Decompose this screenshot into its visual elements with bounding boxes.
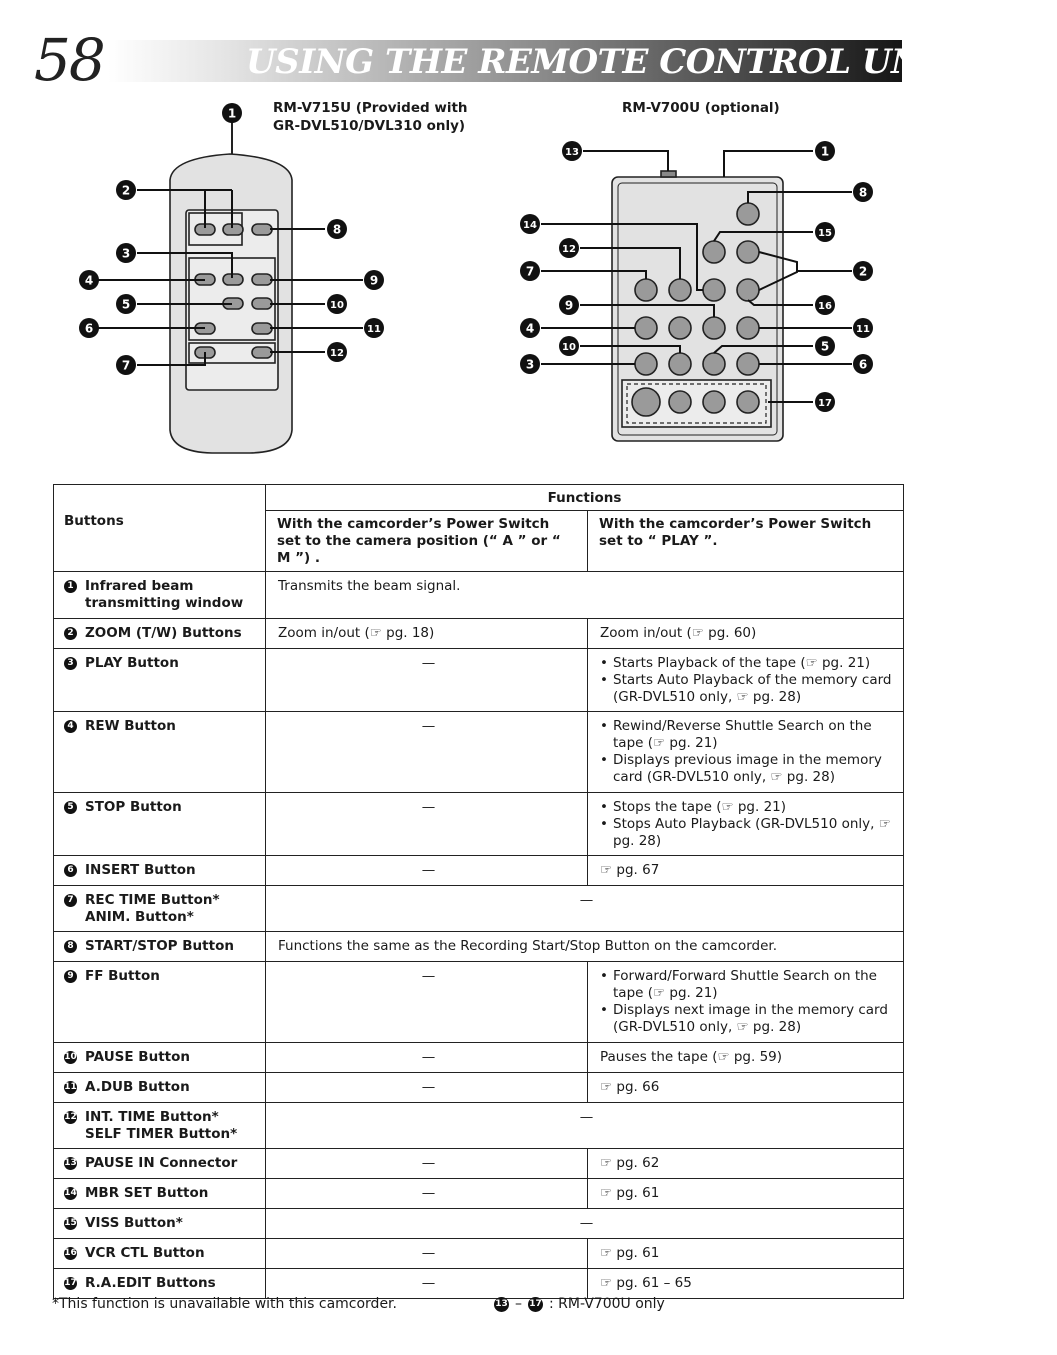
button-name-cell (54, 886, 266, 932)
callout-badge: 10 (64, 1052, 77, 1062)
button-name-line: REW Button (85, 718, 176, 734)
footnote-text: : RM-V700U only (549, 1296, 665, 1312)
button-name-line: INT. TIME Button* (85, 1109, 219, 1125)
table-row (54, 1149, 904, 1179)
callout-7-b: 7 (525, 264, 535, 279)
button-name-line: VCR CTL Button (85, 1245, 205, 1261)
callout-5-b: 5 (820, 339, 830, 354)
play-mode-cell (588, 1269, 904, 1299)
button-name-line: STOP Button (85, 799, 182, 815)
callout-10-b: 10 (562, 342, 576, 353)
callout-5-a: 5 (121, 297, 131, 312)
function-span-cell: — (266, 1103, 904, 1149)
play-mode-cell (588, 1239, 904, 1269)
camera-mode-cell: — (266, 1239, 588, 1269)
page-title-text: USING THE REMOTE CONTROL UNIT (246, 42, 962, 82)
camera-mode-cell: — (266, 1149, 588, 1179)
button-name-cell (54, 572, 266, 619)
remote-a-caption-line1: RM-V715U (Provided with (273, 100, 468, 116)
callout-badge: 11 (64, 1082, 77, 1092)
play-mode-bullet: • Displays previous image in the memory card (GR-DVL510 only, ☞ pg. 28) (600, 752, 895, 786)
play-mode-text: Pauses the tape (☞ pg. 59) (600, 1049, 783, 1065)
table-row (54, 1073, 904, 1103)
header-camera-mode: With the camcorder’s Power Switch set to the camera position (“ A ” or “ M ”) . (266, 511, 588, 572)
table-row (54, 712, 904, 793)
play-mode-text: ☞ pg. 61 – 65 (600, 1275, 692, 1291)
play-mode-text: ☞ pg. 62 (600, 1155, 660, 1171)
button-name-line: Infrared beam (85, 578, 194, 594)
play-mode-cell (588, 1179, 904, 1209)
button-name-line: FF Button (85, 968, 160, 984)
header-buttons: Buttons (54, 485, 266, 572)
play-mode-bullet: • Displays next image in the memory card (GR-DVL510 only, ☞ pg. 28) (600, 1002, 895, 1036)
footnote-badge-end: 17 (528, 1297, 543, 1312)
callout-badge: 14 (64, 1188, 77, 1198)
button-name-cell (54, 619, 266, 649)
callout-4-a: 4 (84, 273, 94, 288)
button-name-line: MBR SET Button (85, 1185, 209, 1201)
model-footnote (494, 1296, 665, 1312)
button-name-line: ZOOM (T/W) Buttons (85, 625, 242, 641)
camera-mode-cell: — (266, 1073, 588, 1103)
table-row (54, 1209, 904, 1239)
play-mode-cell (588, 793, 904, 856)
button-name-line: PAUSE Button (85, 1049, 190, 1065)
play-mode-text: ☞ pg. 61 (600, 1245, 660, 1261)
table-row (54, 793, 904, 856)
button-name-cell (54, 1149, 266, 1179)
callout-9-b: 9 (564, 298, 574, 313)
play-mode-cell (588, 962, 904, 1043)
callout-3-a: 3 (121, 246, 131, 261)
table-row (54, 962, 904, 1043)
remote-a-caption-line2: GR-DVL510/DVL310 only) (273, 118, 466, 134)
play-mode-cell (588, 649, 904, 712)
callout-16-b: 16 (818, 301, 832, 312)
button-name-line: VISS Button* (85, 1215, 183, 1231)
callout-3-b: 3 (525, 357, 535, 372)
camera-mode-cell: — (266, 962, 588, 1043)
callout-17-b: 17 (818, 398, 832, 409)
camera-mode-cell: — (266, 712, 588, 793)
callout-7-a: 7 (121, 358, 131, 373)
table-row (54, 649, 904, 712)
function-span-cell: Functions the same as the Recording Start/Stop Button on the camcorder. (266, 932, 904, 962)
table-body (54, 572, 904, 1299)
button-name-cell (54, 1239, 266, 1269)
callout-8-a: 8 (332, 222, 342, 237)
button-name-cell (54, 712, 266, 793)
button-name-line: INSERT Button (85, 862, 196, 878)
callout-1-a: 1 (227, 106, 237, 121)
callout-1-b: 1 (820, 144, 830, 159)
function-span-cell: — (266, 1209, 904, 1239)
callout-badge: 15 (64, 1218, 77, 1228)
callout-14-b: 14 (523, 220, 537, 231)
button-name-line: SELF TIMER Button* (85, 1126, 238, 1142)
button-name-cell (54, 1209, 266, 1239)
table-row (54, 886, 904, 932)
play-mode-cell (588, 1043, 904, 1073)
play-mode-bullet: • Stops Auto Playback (GR-DVL510 only, ☞ pg. 28) (600, 816, 895, 850)
play-mode-cell (588, 1149, 904, 1179)
button-name-cell (54, 793, 266, 856)
play-mode-text: ☞ pg. 61 (600, 1185, 660, 1201)
function-span-cell: Transmits the beam signal. (266, 572, 904, 619)
remote-b-caption: RM-V700U (optional) (622, 100, 780, 116)
functions-table (53, 484, 904, 1299)
footnote-range-sep: – (515, 1296, 522, 1312)
callout-badge: 4 (64, 720, 77, 733)
callout-4-b: 4 (525, 321, 535, 336)
play-mode-cell (588, 1073, 904, 1103)
button-name-cell (54, 1103, 266, 1149)
button-name-cell (54, 1073, 266, 1103)
button-name-cell (54, 856, 266, 886)
table-row (54, 1239, 904, 1269)
play-mode-text: Zoom in/out (☞ pg. 60) (600, 625, 757, 641)
callout-10-a: 10 (330, 300, 344, 311)
callout-badge: 5 (64, 801, 77, 814)
button-name-line: transmitting window (85, 595, 244, 611)
callout-badge: 2 (64, 627, 77, 640)
play-mode-cell (588, 712, 904, 793)
callout-15-b: 15 (818, 228, 832, 239)
header-functions: Functions (266, 485, 904, 511)
play-mode-cell (588, 619, 904, 649)
table-row (54, 619, 904, 649)
button-name-line: A.DUB Button (85, 1079, 190, 1095)
button-name-cell (54, 962, 266, 1043)
table-row (54, 572, 904, 619)
callout-12-a: 12 (330, 348, 344, 359)
camera-mode-cell: — (266, 856, 588, 886)
button-name-cell (54, 932, 266, 962)
camera-mode-cell: — (266, 1043, 588, 1073)
callout-badge: 16 (64, 1248, 77, 1258)
play-mode-cell (588, 856, 904, 886)
button-name-cell (54, 1179, 266, 1209)
asterisk-footnote: *This function is unavailable with this camcorder. (52, 1296, 397, 1312)
play-mode-text: ☞ pg. 67 (600, 862, 660, 878)
callout-badge: 1 (64, 580, 77, 593)
button-name-line: REC TIME Button* (85, 892, 220, 908)
button-name-line: ANIM. Button* (85, 909, 194, 925)
callout-13-b: 13 (565, 147, 579, 158)
play-mode-bullet: • Starts Playback of the tape (☞ pg. 21) (600, 655, 895, 672)
table-row (54, 932, 904, 962)
function-span-cell: — (266, 886, 904, 932)
button-name-cell (54, 1269, 266, 1299)
callout-badge: 3 (64, 657, 77, 670)
camera-mode-cell: Zoom in/out (☞ pg. 18) (266, 619, 588, 649)
page-number: 58 (34, 26, 104, 94)
play-mode-bullet: • Rewind/Reverse Shuttle Search on the tape (☞ pg. 21) (600, 718, 895, 752)
button-name-line: R.A.EDIT Buttons (85, 1275, 216, 1291)
callout-badge: 6 (64, 864, 77, 877)
page-title-suffix: (cont.) (969, 51, 1057, 79)
remote-diagrams (0, 0, 954, 470)
callout-9-a: 9 (369, 273, 379, 288)
header-play-mode: With the camcorder’s Power Switch set to “ PLAY ”. (588, 511, 904, 572)
callout-6-a: 6 (84, 321, 94, 336)
button-name-line: START/STOP Button (85, 938, 234, 954)
button-name-line: PLAY Button (85, 655, 179, 671)
camera-mode-cell: — (266, 649, 588, 712)
footnote-badge-start: 13 (494, 1297, 509, 1312)
callout-6-b: 6 (858, 357, 868, 372)
callout-badge: 12 (64, 1112, 77, 1122)
play-mode-bullet: • Forward/Forward Shuttle Search on the tape (☞ pg. 21) (600, 968, 895, 1002)
camera-mode-cell: — (266, 793, 588, 856)
callout-2-a: 2 (121, 183, 131, 198)
camera-mode-cell: — (266, 1179, 588, 1209)
play-mode-text: ☞ pg. 66 (600, 1079, 660, 1095)
table-row (54, 1179, 904, 1209)
callout-11-b: 11 (856, 324, 870, 335)
table-row (54, 856, 904, 886)
play-mode-bullet: • Starts Auto Playback of the memory card (GR-DVL510 only, ☞ pg. 28) (600, 672, 895, 706)
callout-badge: 17 (64, 1278, 77, 1288)
table-row (54, 1269, 904, 1299)
button-name-cell (54, 649, 266, 712)
callout-badge: 9 (64, 970, 77, 983)
callout-badge: 13 (64, 1158, 77, 1168)
callout-11-a: 11 (367, 324, 381, 335)
play-mode-bullet: • Stops the tape (☞ pg. 21) (600, 799, 895, 816)
button-name-cell (54, 1043, 266, 1073)
table-row (54, 1043, 904, 1073)
callout-badge: 8 (64, 940, 77, 953)
callout-badge: 7 (64, 894, 77, 907)
callout-8-b: 8 (858, 185, 868, 200)
table-row (54, 1103, 904, 1149)
callout-2-b: 2 (858, 264, 868, 279)
button-name-line: PAUSE IN Connector (85, 1155, 238, 1171)
camera-mode-cell: — (266, 1269, 588, 1299)
callout-12-b: 12 (562, 244, 576, 255)
